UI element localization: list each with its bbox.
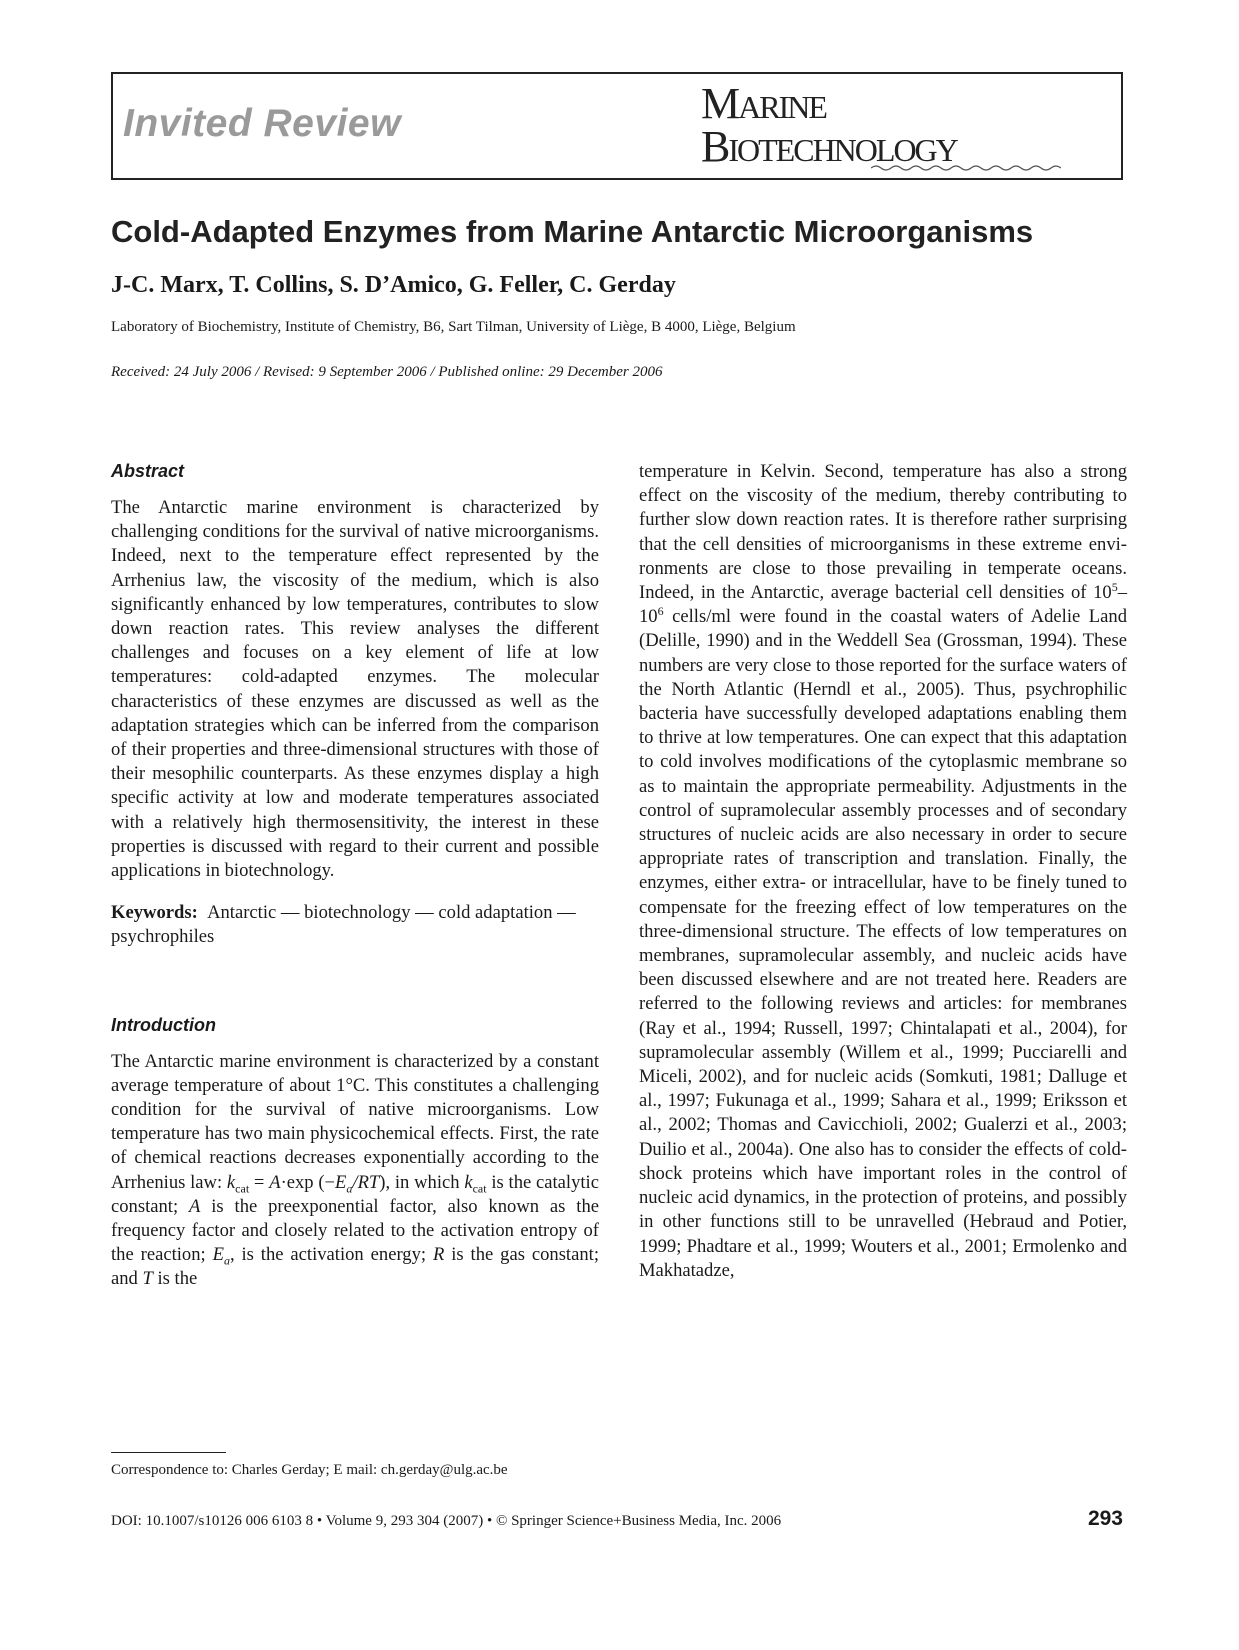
publication-dates: Received: 24 July 2006 / Revised: 9 September 2006 / Published online: 29 December 2006 bbox=[111, 364, 663, 380]
introduction-heading: Introduction bbox=[111, 1014, 216, 1035]
abstract-heading: Abstract bbox=[111, 461, 185, 481]
journal-logo-line-2: BIOTECHNOLOGY bbox=[701, 122, 957, 171]
introduction-text: The Antarctic marine environment is characterized by a constant average temperature of about 1°C. This constitutes a challenging condition for the survival of native microorganisms. Low temperature has two main physicochemical effects. First, the rate of chemical reactions decreases exponentially according to the Arrhenius law: $k_{cat} = A\cdot\exp$ $(-E_a/RT)$, in which $k_{cat}$ is the catalytic constant; A is the preexponential factor, also known as the frequency factor and closely related to the activation entropy of the reaction; $E_a$, is the activation energy; R is the gas constant; and T is the bbox=[111, 1050, 599, 1290]
journal-logo-line-1: MARINE bbox=[701, 79, 826, 128]
article-title: Cold-Adapted Enzymes from Marine Antarctic Microorganisms bbox=[111, 214, 1034, 249]
affiliation: Laboratory of Biochemistry, Institute of Chemistry, B6, Sart Tilman, University of Liège, B 4000, Liège, Belgium bbox=[111, 319, 796, 335]
footnote-divider bbox=[111, 1452, 226, 1453]
page-number: 293 bbox=[1087, 1507, 1123, 1530]
keywords-text: Antarctic — biotechnology — cold adaptation — psychrophiles bbox=[111, 902, 576, 948]
right-column bbox=[639, 460, 1127, 1283]
journal-header-box bbox=[111, 72, 1123, 180]
keywords-label: Keywords: bbox=[111, 902, 198, 924]
logo-wave-decoration bbox=[871, 164, 1061, 172]
right-column-text: temperature in Kelvin. Second, temperature has also a strong effect on the viscosity of the medium, thereby contributing to further slow down reaction rates. It is therefore rather surprising that the cell densities of microorganisms in these extreme environments are close to those prevailing in temperate oceans. Indeed, in the Antarctic, average bacterial cell densities of $10^5-10^6$ cells/ml were found in the coastal waters of Adelie Land (Delille, 1990) and in the Weddell Sea (Grossman, 1994). These numbers are very close to those reported for the surface waters of the North Atlantic (Herndl et al., 2005). Thus, psychrophilic bacteria have successfully developed adaptations enabling them to thrive at low temperatures. One can expect that this adaptation to cold involves modifications of the cytoplasmic membrane so as to maintain the appropriate permeability. Adjustments in the control of supramolecular assembly processes and of secondary structures of nucleic acids are also necessary in order to secure appropriate rates of transcription and translation. Finally, the enzymes, either extra- or intracellular, have to be finely tuned to compensate for the freezing effect of low temperatures on the three-dimensional structure. The effects of low temperatures on membranes, supramolecular assembly, and nucleic acids have been discussed elsewhere and are not treated here. Readers are referred to the following reviews and articles: for membranes (Ray et al., 1994; Russell, 1997; Chintalapati et al., 2004), for supramolecular assembly (Willem et al., 1999; Pucciarelli and Miceli, 2002), and for nucleic acids (Somkuti, 1981; Dalluge et al., 1997; Fukunaga et al., 1999; Sahara et al., 1999; Eriksson et al., 2002; Thomas and Cavicchioli, 2002; Gualerzi et al., 2003; Duilio et al., 2004a). One also has to consider the effects of cold-shock proteins which have important roles in the control of nucleic acid dynamics, in the protection of proteins, and possibly in other functions still to be unravelled (Hebraud and Potier, 1999; Phadtare et al., 1999; Wouters et al., 2001; Ermolenko and Makhatadze, bbox=[639, 461, 1127, 1281]
journal-logo bbox=[701, 79, 1071, 172]
correspondence-footnote: Correspondence to: Charles Gerday; E mail: ch.gerday@ulg.ac.be bbox=[111, 1462, 508, 1478]
author-list: J-C. Marx, T. Collins, S. D’Amico, G. Feller, C. Gerday bbox=[111, 272, 676, 298]
left-column bbox=[111, 460, 599, 1292]
article-type-label: Invited Review bbox=[123, 102, 401, 145]
doi-line: DOI: 10.1007/s10126 006 6103 8 • Volume 9, 293 304 (2007) • © Springer Science+Business Media, Inc. 2006 bbox=[111, 1513, 782, 1529]
abstract-text: The Antarctic marine environment is characterized by challenging conditions for the survival of native microorganisms. Indeed, next to the temperature effect represented by the Arrhenius law, the viscosity of the medium, which is also significantly enhanced by low temperatures, contributes to slow down reaction rates. This review analyses the different challenges and focuses on a key element of life at low temperatures: cold-adapted enzymes. The molecular characteristics of these enzymes are discussed as well as the adaptation strategies which can be inferred from the comparison of their properties and three-dimensional structures with those of their mesophilic counterparts. As these enzymes display a high specific activity at low and moderate temperatures associated with a relatively high thermosensitivity, the interest in these properties is discussed with regard to their current and possible applications in biotechnology. bbox=[111, 497, 599, 882]
keywords bbox=[111, 901, 599, 949]
page-footer bbox=[111, 1507, 1123, 1533]
